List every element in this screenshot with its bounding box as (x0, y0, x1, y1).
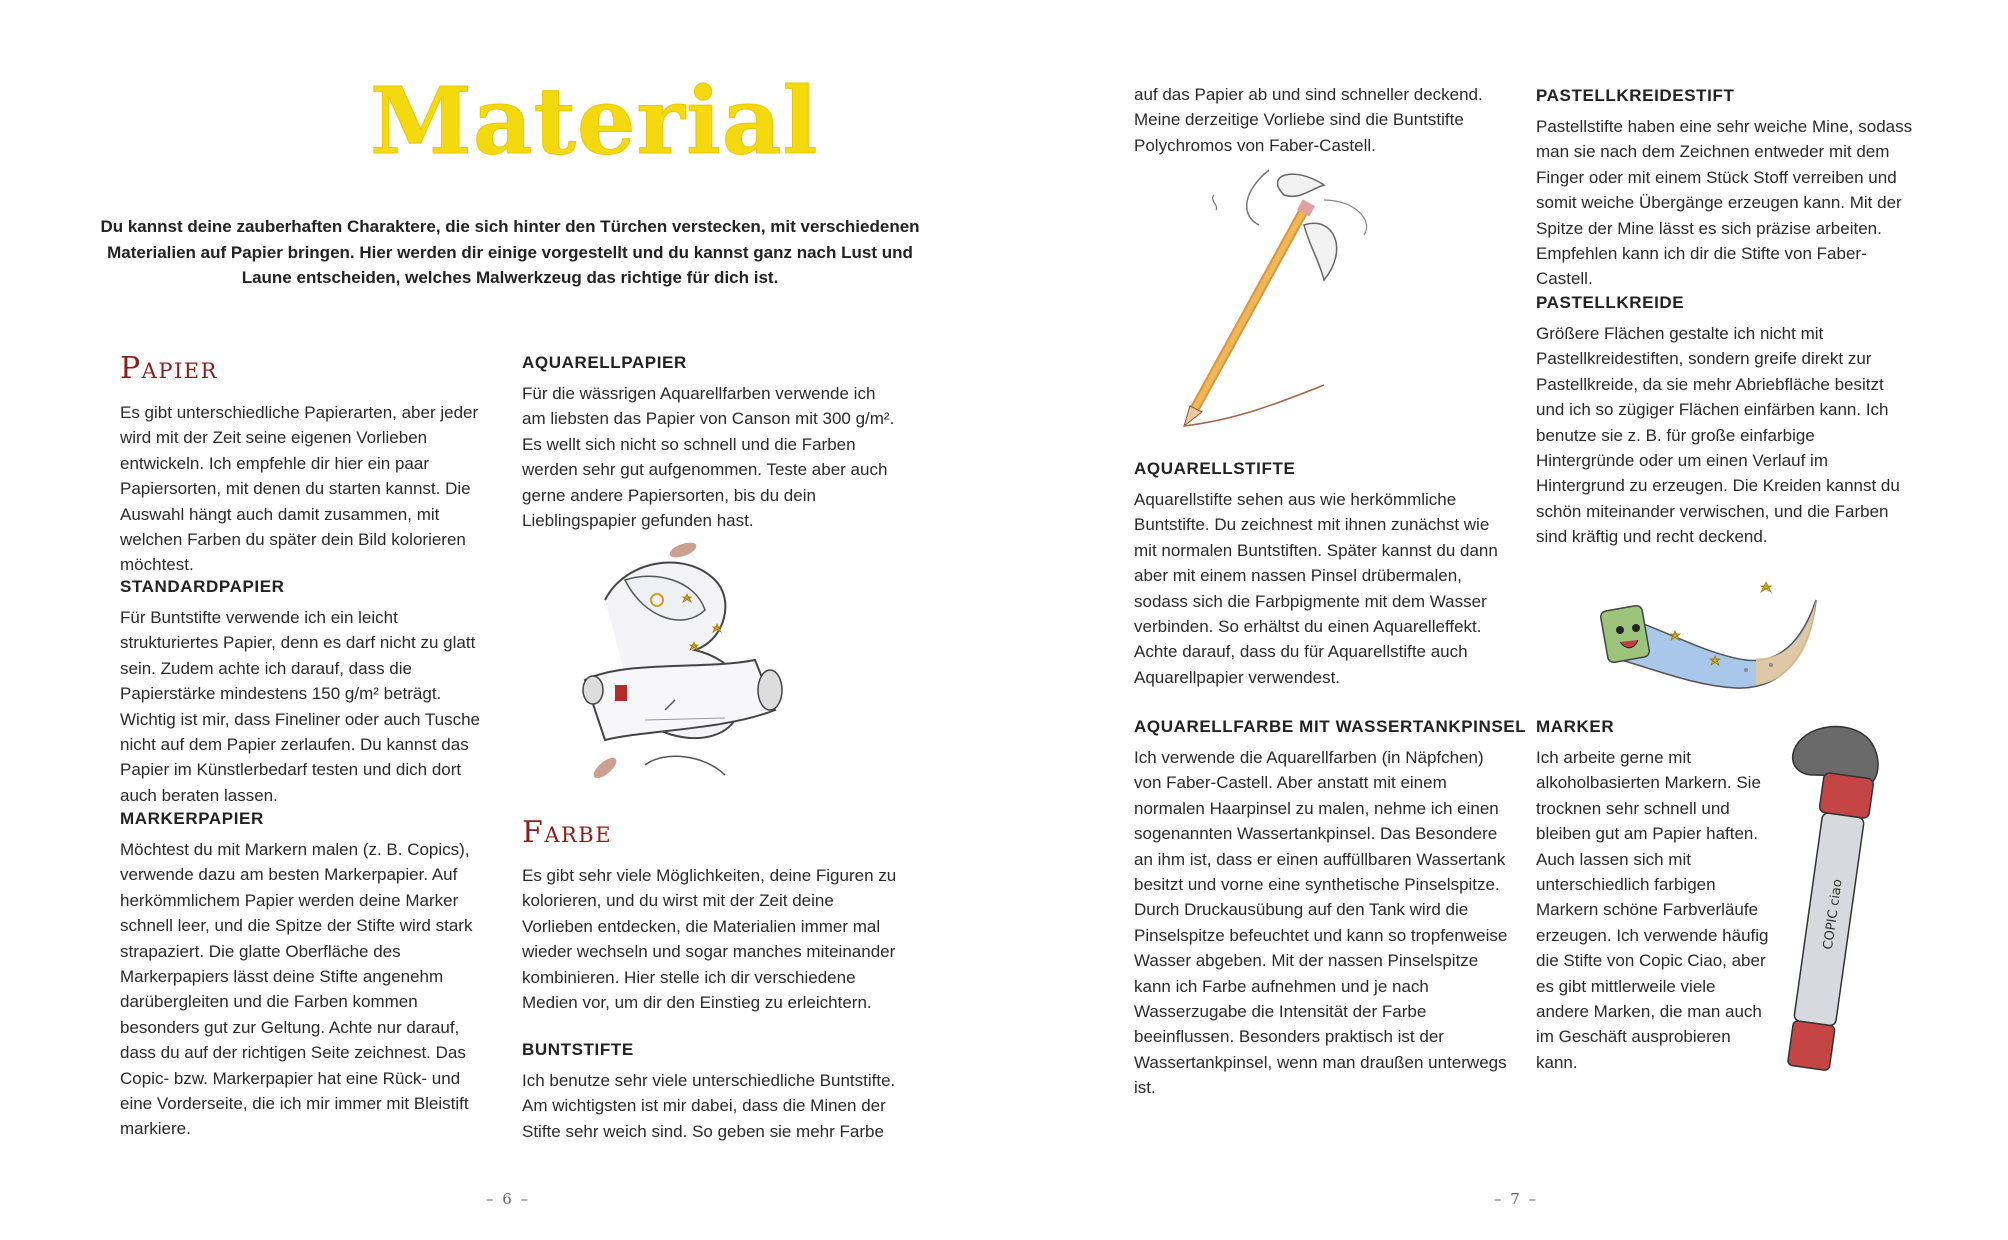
marker-brand-label: COPIC ciao (1820, 878, 1846, 951)
aquarellpapier-text: Für die wässrigen Aquarellfarben verwende ich am liebsten das Papier von Canson mit 300 g/m². Es wellt sich nicht so schnell und die Farben werden sehr gut aufgenommen. Teste aber auch gerne andere Papiersorten, bis du dein Lieblingspapier gefunden hast. (522, 384, 895, 531)
standardpapier-text: Für Buntstifte verwende ich ein leicht strukturiertes Papier, denn es darf nicht zu glatt sein. Zudem achte ich darauf, dass die Papierstärke mindestens 150 g/m² beträgt. Wichtig ist mir, dass Fineliner oder auch Tusche nicht auf dem Papier zerlaufen. Du kannst das Papier im Künstlerbedarf testen und dich dort auch beraten lassen. (120, 608, 480, 805)
winged-pencil-illustration (1174, 170, 1414, 430)
scroll-illustration (565, 540, 805, 790)
heading-pastellkreide: PASTELLKREIDE (1536, 293, 1685, 312)
papier-text: Es gibt unterschiedliche Papierarten, aber jeder wird mit der Zeit seine eigenen Vorlieben entwickeln. Ich empfehle dir hier ein paar Papiersorten, mit denen du starten kannst. Die Auswahl hängt auch damit zusammen, mit welchen Farben du später dein Bild kolorieren möchtest. (120, 403, 479, 575)
section-title-papier: Papier (120, 351, 218, 386)
pastellkreide-text: Größere Flächen gestalte ich nicht mit Pastellkreidestiften, sondern greife direkt zur Pastellkreide, da sie mehr Abriebfläche besitzt und ich so zügiger Flächen einfärben kann. Ich benutze sie z. B. für große einfarbige Hintergründe oder um einen Verlauf im Hintergrund zu erzeugen. Die Kreiden kannst du schön miteinander verwischen, und die Farben sind kräftig und recht deckend. (1536, 324, 1900, 547)
marker-illustration (1774, 720, 1904, 1090)
markerpapier-text: Möchtest du mit Markern malen (z. B. Copics), verwende dazu am besten Markerpapier. Auf herkömmlichem Papier werden deine Marker schnell leer, und die Spitze der Stifte wird stark strapaziert. Die glatte Oberfläche des Markerpapiers lässt deine Stifte angenehm darübergleiten und die Farben kommen besonders gut zur Geltung. Achte nur darauf, dass du auf der richtigen Seite zeichnest. Das Copic- bzw. Markerpapier hat eine Rück- und eine Vorderseite, die ich mir immer mit Bleistift markiere. (120, 840, 473, 1139)
buntstifte-continued-text: auf das Papier ab und sind schneller deckend. Meine derzeitige Vorliebe sind die Buntstifte Polychromos von Faber-Castell. (1134, 85, 1483, 155)
heading-standardpapier: STANDARDPAPIER (120, 577, 285, 596)
heading-aquarellfarbe: AQUARELLFARBE MIT WASSERTANKPINSEL (1134, 717, 1527, 736)
aquarellstifte-text: Aquarellstifte sehen aus wie herkömmliche Buntstifte. Du zeichnest mit ihnen zunächst wie mit normalen Buntstiften. Später kannst du dann aber mit einem nassen Pinsel drübermalen, sodass sich die Farbpigmente mit dem Wasser verbinden. So erhältst du einen Aquarelleffekt. Achte darauf, dass du für Aquarellstifte auch Aquarellpapier verwendest. (1134, 490, 1498, 687)
right-page (1004, 0, 2008, 1240)
aquarellfarbe-text: Ich verwende die Aquarellfarben (in Näpfchen) von Faber-Castell. Aber anstatt mit einem normalen Haarpinsel zu malen, nehme ich einen sogenannten Wassertankpinsel. Das Besondere an ihm ist, dass er einen auffüllbaren Wassertank besitzt und vorne eine synthetische Pinselspitze. Durch Druckausübung auf den Tank wird die Pinselspitze befeuchtet und kann so tropfenweise Wasser abgeben. Mit der nassen Pinselspitze kann ich Farbe aufnehmen und je nach Wasserzugabe die Intensität der Farbe beeinflussen. Besonders praktisch ist der Wassertankpinsel, wenn man draußen unterwegs ist. (1134, 748, 1508, 1098)
heading-markerpapier: MARKERPAPIER (120, 809, 264, 828)
page-number-left: – 6 – (486, 1190, 531, 1208)
heading-buntstifte: BUNTSTIFTE (522, 1040, 634, 1059)
pastel-chalk-illustration (1596, 570, 1836, 700)
heading-aquarellpapier: AQUARELLPAPIER (522, 353, 687, 372)
buntstifte-text: Ich benutze sehr viele unterschiedliche Buntstifte. Am wichtigsten ist mir dabei, dass die Minen der Stifte sehr weich sind. So geben sie mehr Farbe (522, 1071, 896, 1141)
marker-text: Ich arbeite gerne mit alkoholbasierten Markern. Sie trocknen sehr schnell und bleiben gut am Papier haften. Auch lassen sich mit unterschiedlich farbigen Markern schöne Farbverläufe erzeugen. Ich verwende häufig die Stifte von Copic Ciao, aber es gibt mittlerweile viele andere Marken, die man auch im Geschäft ausprobieren kann. (1536, 748, 1769, 1072)
page-number-right: – 7 – (1494, 1190, 1539, 1208)
farbe-text: Es gibt sehr viele Möglichkeiten, deine Figuren zu kolorieren, und du wirst mit der Zeit deine Vorlieben entdecken, die Materialien immer mal wieder wechseln und sogar manches miteinander kombinieren. Hier stelle ich dir verschiedene Medien vor, um dir den Einstieg zu erleichtern. (522, 866, 897, 1013)
pastellkreidestift-text: Pastellstifte haben eine sehr weiche Mine, sodass man sie nach dem Zeichnen entweder mit dem Finger oder mit einem Stück Stoff verreiben und somit weiche Übergänge erzeugen kann. Mit der Spitze der Mine lässt es sich präzise arbeiten. Empfehlen kann ich dir die Stifte von Faber-Castell. (1536, 117, 1913, 289)
section-title-farbe: Farbe (522, 815, 613, 850)
page-title: Material (370, 67, 819, 175)
heading-pastellkreidestift: PASTELLKREIDESTIFT (1536, 86, 1735, 105)
heading-marker: MARKER (1536, 717, 1615, 736)
intro-text: Du kannst deine zauberhaften Charaktere, die sich hinter den Türchen verstecken, mit verschiedenen Materialien auf Papier bringen. Hier werden dir einige vorgestellt und du kannst ganz nach Lust und Laune entscheiden, welches Malwerkzeug das richtige für dich ist. (100, 217, 920, 287)
heading-aquarellstifte: AQUARELLSTIFTE (1134, 459, 1296, 478)
